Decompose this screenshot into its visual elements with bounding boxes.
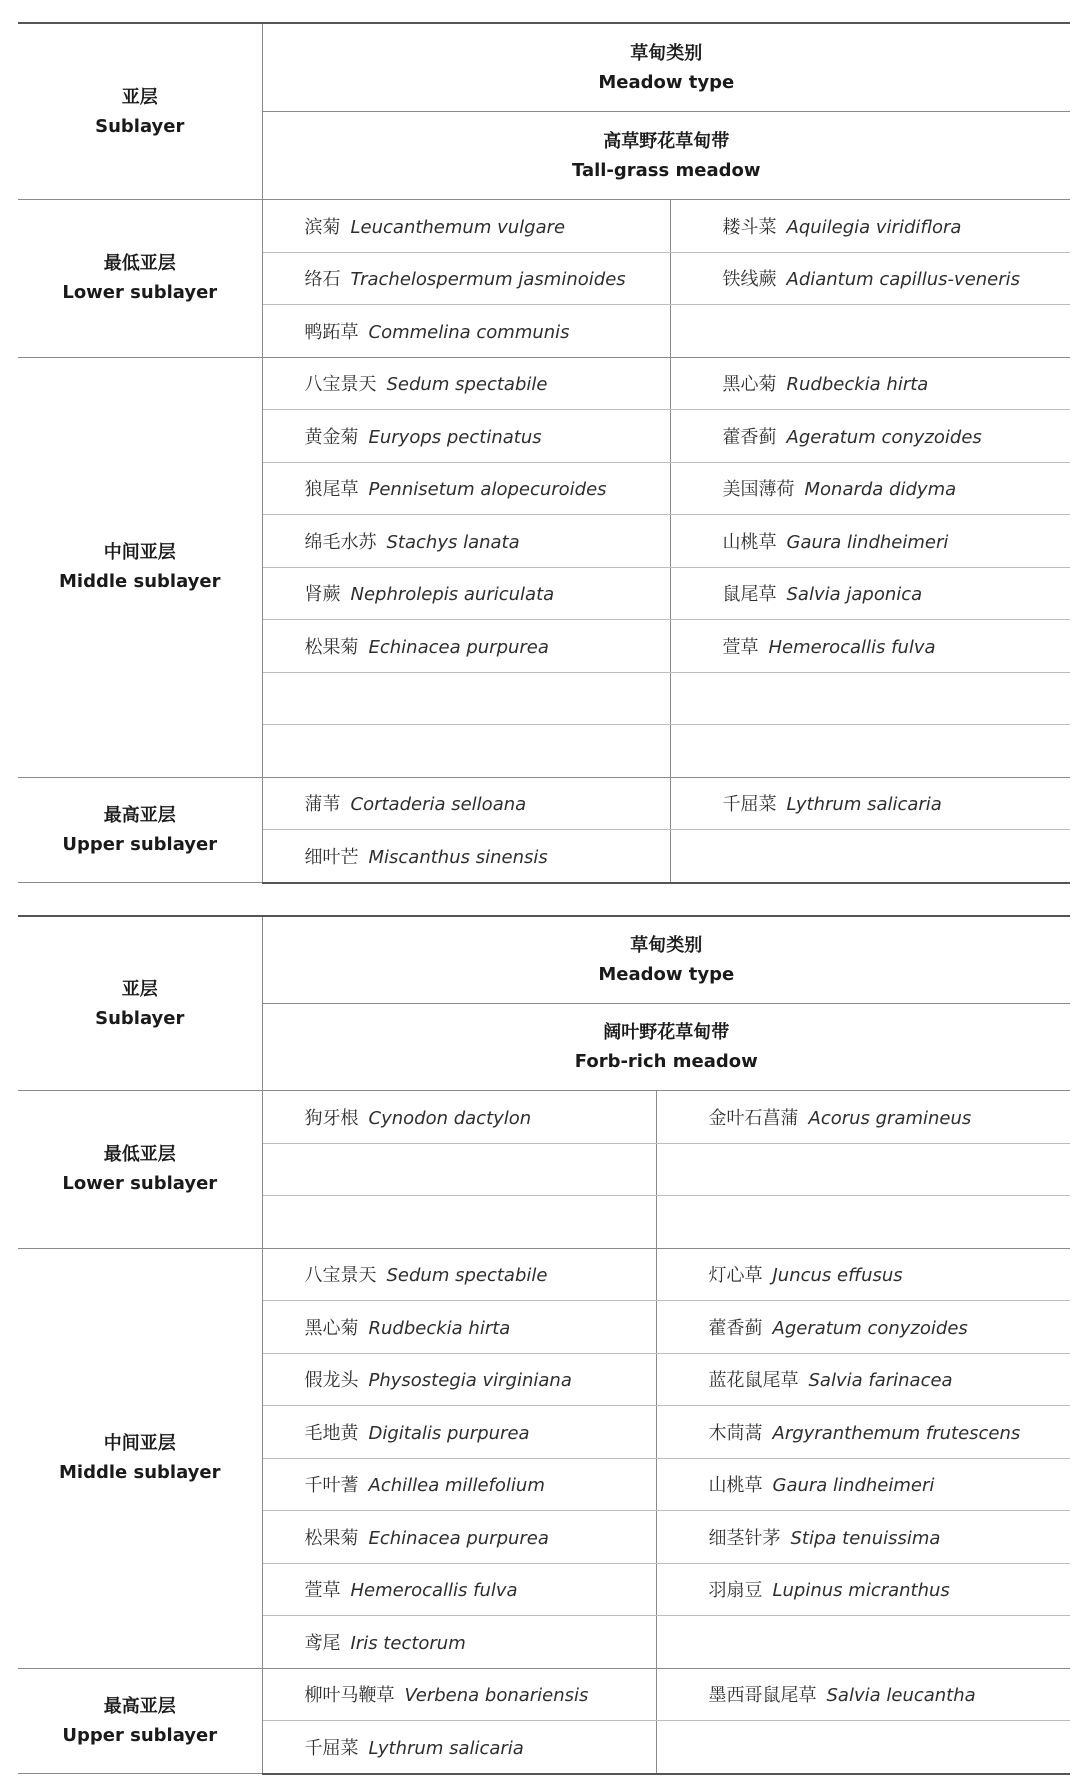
species-common-name: 羽扇豆 [708,1580,763,1602]
species-scientific-name: Lythrum salicaria [786,794,942,816]
species-common-name: 黑心菊 [722,374,777,396]
species-common-name: 千屈菜 [304,1737,359,1759]
species-common-name: 木茼蒿 [708,1422,763,1444]
species-scientific-name: Rudbeckia hirta [786,374,929,396]
species-scientific-name: Salvia japonica [786,584,923,606]
sublayer-label-cn: 最低亚层 [103,1144,176,1166]
species-scientific-name: Echinacea purpurea [368,1527,549,1549]
species-cell-right [656,1668,1070,1721]
species-cell-right [656,1721,1070,1774]
species-scientific-name: Euryops pectinatus [368,426,542,448]
species-scientific-name: Aquilegia viridiflora [786,216,962,238]
species-common-name: 蒲苇 [304,794,341,816]
species-common-name: 肾蕨 [304,584,341,606]
meadow-type-en: Meadow type [598,71,735,93]
species-cell-left [262,1458,656,1511]
table-row [18,1091,1070,1144]
species-common-name: 八宝景天 [304,1265,377,1287]
species-cell-left [262,357,670,410]
species-common-name: 松果菊 [304,1527,359,1549]
sublayer-label [18,777,262,883]
species-scientific-name: Gaura lindheimeri [786,531,949,553]
sublayer-label-cn: 中间亚层 [103,1433,176,1454]
meadow-name-cn: 阔叶野花草甸带 [603,1022,730,1043]
sublayer-label [18,1248,262,1668]
species-cell-right [656,1091,1070,1144]
sublayer-label-en: Upper sublayer [62,833,218,855]
species-scientific-name: Trachelospermum jasminoides [350,269,626,291]
species-cell-right [656,1248,1070,1301]
species-scientific-name: Achillea millefolium [368,1475,545,1497]
species-scientific-name: Lupinus micranthus [772,1580,950,1602]
species-common-name: 鸭跖草 [304,321,359,343]
species-cell-left [262,830,670,883]
species-scientific-name: Iris tectorum [350,1632,466,1654]
species-cell-right [656,1511,1070,1564]
species-common-name: 黄金菊 [304,426,359,448]
species-cell-right [656,1196,1070,1249]
species-cell-left [262,1196,656,1249]
species-scientific-name: Hemerocallis fulva [350,1580,518,1602]
species-scientific-name: Juncus effusus [772,1265,903,1287]
species-cell-left [262,1511,656,1564]
species-cell-left [262,725,670,778]
species-cell-right [656,1458,1070,1511]
species-cell-left [262,1563,656,1616]
species-common-name: 美国薄荷 [722,479,795,501]
sublayer-header-cn: 亚层 [121,978,158,1000]
species-common-name: 金叶石菖蒲 [708,1107,799,1129]
species-cell-right [656,1616,1070,1669]
species-cell-right [670,410,1070,463]
species-cell-right [670,830,1070,883]
species-cell-left [262,1091,656,1144]
sublayer-header [18,916,262,1091]
species-common-name: 假龙头 [304,1370,359,1392]
species-common-name: 山桃草 [708,1475,763,1497]
meadow-table-2 [18,915,1070,1775]
species-cell-left [262,1668,656,1721]
species-cell-left [262,1301,656,1354]
sublayer-label-en: Lower sublayer [62,282,218,304]
species-scientific-name: Acorus gramineus [808,1107,972,1129]
species-scientific-name: Miscanthus sinensis [368,846,548,868]
species-common-name: 络石 [304,269,341,291]
sublayer-label [18,1668,262,1774]
species-common-name: 耧斗菜 [722,216,777,238]
sublayer-label-cn: 中间亚层 [103,542,176,563]
species-cell-left [262,567,670,620]
species-common-name: 灯心草 [708,1265,763,1287]
species-scientific-name: Verbena bonariensis [404,1685,589,1707]
sublayer-label [18,200,262,358]
species-common-name: 柳叶马鞭草 [304,1685,395,1707]
species-cell-right [670,515,1070,568]
species-scientific-name: Ageratum conyzoides [772,1317,968,1339]
species-common-name: 萱草 [722,636,759,658]
species-cell-right [670,357,1070,410]
species-cell-left [262,1616,656,1669]
species-common-name: 细叶芒 [304,846,359,868]
species-scientific-name: Digitalis purpurea [368,1422,530,1444]
species-cell-left [262,620,670,673]
species-cell-right [656,1301,1070,1354]
species-cell-right [656,1143,1070,1196]
species-common-name: 八宝景天 [304,374,377,396]
sublayer-label-en: Lower sublayer [62,1173,218,1195]
meadow-type-en: Meadow type [598,964,735,985]
sublayer-header [18,23,262,200]
species-scientific-name: Salvia farinacea [808,1370,953,1392]
species-common-name: 绵毛水苏 [304,531,377,553]
sublayer-header-cn: 亚层 [121,86,158,108]
species-common-name: 狼尾草 [304,479,359,501]
species-common-name: 细茎针茅 [708,1527,781,1549]
species-common-name: 千屈菜 [722,794,777,816]
species-cell-right [670,672,1070,725]
species-scientific-name: Stipa tenuissima [790,1527,941,1549]
meadow-table-1 [18,22,1070,884]
species-cell-right [656,1406,1070,1459]
species-cell-left [262,515,670,568]
species-common-name: 毛地黄 [304,1422,359,1444]
sublayer-label-en: Middle sublayer [59,571,221,592]
species-common-name: 千叶蓍 [304,1475,359,1497]
species-scientific-name: Sedum spectabile [386,374,548,396]
species-cell-right [656,1563,1070,1616]
species-cell-left [262,1248,656,1301]
meadow-name-en: Forb-rich meadow [574,1051,758,1072]
species-scientific-name: Ageratum conyzoides [786,426,982,448]
species-cell-left [262,1143,656,1196]
species-common-name: 蓝花鼠尾草 [708,1370,799,1392]
species-scientific-name: Nephrolepis auriculata [350,584,555,606]
meadow-type-cn: 草甸类别 [630,935,703,956]
species-scientific-name: Cynodon dactylon [368,1107,532,1129]
species-common-name: 黑心菊 [304,1317,359,1339]
species-cell-right [656,1353,1070,1406]
species-common-name: 鸢尾 [304,1632,341,1654]
species-scientific-name: Adiantum capillus-veneris [786,269,1021,291]
species-common-name: 山桃草 [722,531,777,553]
table-row [18,200,1070,253]
species-scientific-name: Argyranthemum frutescens [772,1422,1021,1444]
species-cell-right [670,462,1070,515]
species-scientific-name: Echinacea purpurea [368,636,549,658]
species-scientific-name: Lythrum salicaria [368,1737,524,1759]
species-cell-left [262,410,670,463]
species-cell-right [670,777,1070,830]
species-scientific-name: Cortaderia selloana [350,794,527,816]
species-common-name: 墨西哥鼠尾草 [708,1685,817,1707]
species-scientific-name: Commelina communis [368,321,570,343]
table-row [18,777,1070,830]
species-scientific-name: Pennisetum alopecuroides [368,479,607,501]
sublayer-label-cn: 最高亚层 [103,1695,176,1717]
species-scientific-name: Rudbeckia hirta [368,1317,511,1339]
species-scientific-name: Physostegia virginiana [368,1370,572,1392]
species-cell-left [262,462,670,515]
sublayer-label-cn: 最高亚层 [103,804,176,826]
species-common-name: 铁线蕨 [722,269,777,291]
table-row [18,1248,1070,1301]
table-row [18,1668,1070,1721]
species-cell-left [262,252,670,305]
meadow-name-en: Tall-grass meadow [571,159,761,181]
species-scientific-name: Gaura lindheimeri [772,1475,935,1497]
species-cell-left [262,1353,656,1406]
sublayer-label-cn: 最低亚层 [103,253,176,275]
species-common-name: 松果菊 [304,636,359,658]
species-cell-right [670,567,1070,620]
species-scientific-name: Leucanthemum vulgare [350,216,566,238]
species-common-name: 滨菊 [304,216,341,238]
species-common-name: 萱草 [304,1580,341,1602]
meadow-name-header [262,1004,1070,1091]
species-cell-left [262,1406,656,1459]
table-row [18,357,1070,410]
species-scientific-name: Hemerocallis fulva [768,636,936,658]
meadow-type-header [262,23,1070,112]
species-scientific-name: Stachys lanata [386,531,520,553]
sublayer-header-en: Sublayer [95,115,185,137]
sublayer-label [18,357,262,777]
sublayer-label-en: Upper sublayer [62,1724,218,1746]
species-cell-right [670,252,1070,305]
species-scientific-name: Salvia leucantha [826,1685,976,1707]
species-cell-right [670,725,1070,778]
sublayer-label-en: Middle sublayer [59,1462,221,1483]
species-cell-right [670,620,1070,673]
species-common-name: 藿香蓟 [722,426,777,448]
meadow-type-header [262,916,1070,1004]
species-cell-left [262,672,670,725]
species-cell-right [670,200,1070,253]
sublayer-header-en: Sublayer [95,1007,185,1029]
sublayer-label [18,1091,262,1249]
meadow-type-cn: 草甸类别 [630,42,703,64]
meadow-name-header [262,112,1070,200]
species-cell-left [262,777,670,830]
species-cell-right [670,305,1070,358]
meadow-name-cn: 高草野花草甸带 [603,130,730,152]
species-cell-left [262,200,670,253]
species-common-name: 狗牙根 [304,1107,359,1129]
species-scientific-name: Monarda didyma [804,479,957,501]
species-cell-left [262,1721,656,1774]
species-common-name: 鼠尾草 [722,584,777,606]
species-scientific-name: Sedum spectabile [386,1265,548,1287]
species-cell-left [262,305,670,358]
species-common-name: 藿香蓟 [708,1317,763,1339]
